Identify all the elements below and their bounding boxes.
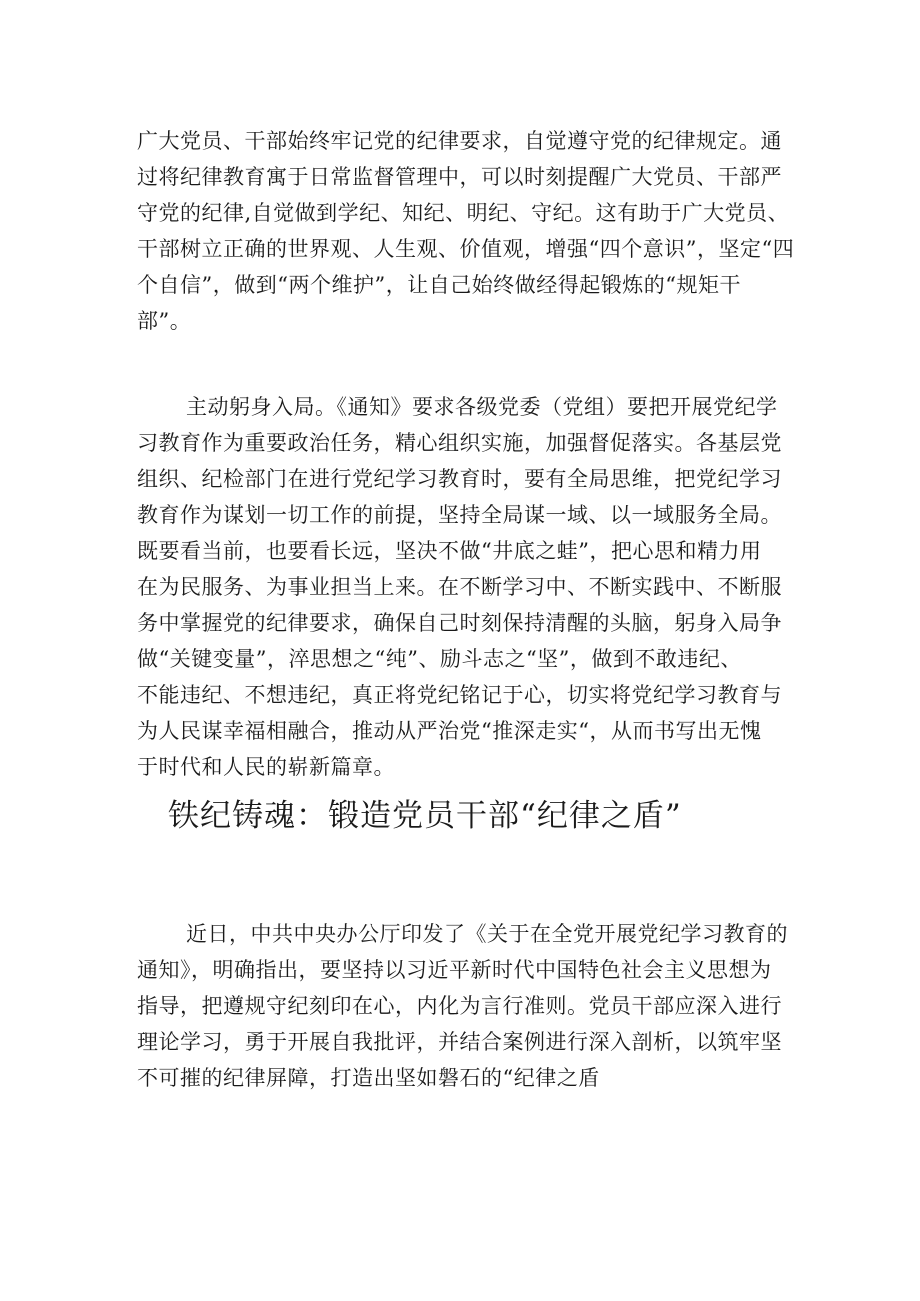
text-line: 在为民服务、为事业担当上来。在不断学习中、不断实践中、不断服 [137,575,782,599]
text-line: 守党的纪律,自觉做到学纪、知纪、明纪、守纪。这有助于广大党员、 [137,201,790,225]
text-line: 既要看当前，也要看长远，坚决不做“井底之蛙”，把心思和精力用 [137,539,762,563]
text-line: 组织、纪检部门在进行党纪学习教育时，要有全局思维，把党纪学习 [137,467,782,491]
text-line: 部”。 [137,309,192,333]
text-line: 广大党员、干部始终牢记党的纪律要求，自觉遵守党的纪律规定。通 [137,129,782,153]
text-line: 干部树立正确的世界观、人生观、价值观，增强“四个意识”，坚定“四 [137,237,795,261]
text-line: 教育作为谋划一切工作的前提，坚持全局谋一域、以一域服务全局。 [137,503,782,527]
text-line: 通知》，明确指出，要坚持以习近平新时代中国特色社会主义思想为 [137,958,772,982]
text-line: 指导，把遵规守纪刻印在心，内化为言行准则。党员干部应深入进行 [137,994,782,1018]
text-line: 过将纪律教育寓于日常监督管理中，可以时刻提醒广大党员、干部严 [137,165,782,189]
text-line: 主动躬身入局。《通知》要求各级党委（党组）要把开展党纪学 [186,395,778,419]
text-line: 不能违纪、不想违纪，真正将党纪铭记于心，切实将党纪学习教育与 [137,683,782,707]
text-line: 不可摧的纪律屏障，打造出坚如磐石的“纪律之盾 [137,1066,600,1090]
text-line: 个自信”，做到“两个维护”，让自己始终做经得起锻炼的“规矩干 [137,273,741,297]
text-line: 务中掌握党的纪律要求，确保自己时刻保持清醒的头脑，躬身入局争 [137,611,782,635]
text-line: 做“关键变量”，淬思想之“纯”、励斗志之“坚”，做到不敢违纪、 [137,647,742,671]
text-line: 理论学习，勇于开展自我批评，并结合案例进行深入剖析，以筑牢坚 [137,1030,782,1054]
text-line: 于时代和人民的崭新篇章。 [137,755,395,779]
text-line: 习教育作为重要政治任务，精心组织实施，加强督促落实。各基层党 [137,431,782,455]
text-line: 近日，中共中央办公厅印发了《关于在全党开展党纪学习教育的 [186,922,788,946]
text-line: 为人民谋幸福相融合，推动从严治党“推深走实“，从而书写出无愧 [137,719,762,743]
section-heading: 铁纪铸魂：锻造党员干部“纪律之盾” [168,798,682,834]
